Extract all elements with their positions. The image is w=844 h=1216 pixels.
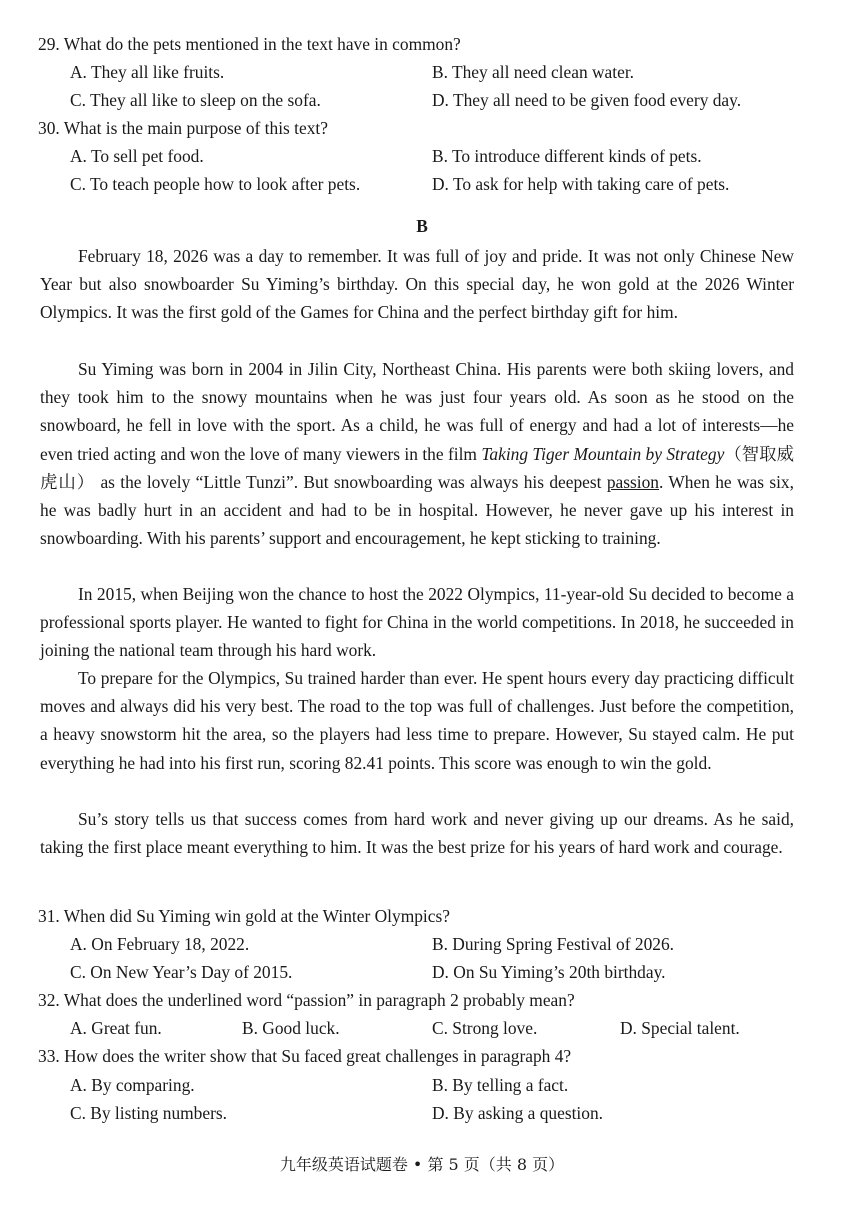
film-title: Taking Tiger Mountain by Strategy bbox=[481, 443, 725, 464]
option-30-b: B. To introduce different kinds of pets. bbox=[432, 146, 702, 166]
question-30: 30. What is the main purpose of this text? bbox=[38, 118, 328, 138]
option-31-b: B. During Spring Festival of 2026. bbox=[432, 934, 675, 954]
underlined-word: passion bbox=[606, 471, 659, 492]
option-29-b: B. They all need clean water. bbox=[432, 62, 635, 82]
option-29-a: A. They all like fruits. bbox=[70, 62, 225, 82]
paragraph-4: To prepare for the Olympics, Su trained harder than ever. He spent hours every day practicing difficult moves and always did his very best. The road to the top was full of challenges. Just before the competition, a heavy snowstorm hit the area, so the players had less time to prepare. However, Su stayed calm. He put everything he had into his first run, scoring 82.41 points. This score was enough to win the gold. bbox=[40, 668, 794, 773]
option-31-a: A. On February 18, 2022. bbox=[70, 934, 250, 954]
question-33: 33. How does the writer show that Su faced great challenges in paragraph 4? bbox=[38, 1046, 572, 1066]
option-32-a: A. Great fun. bbox=[70, 1018, 162, 1038]
paragraph-2: Su Yiming was born in 2004 in Jilin City, Northeast China. His parents were both skiing lovers, and they took him to the snowy mountains when he was just four years old. As soon as he stood on the snowboard, he fell in love with the sport. As a child, he was full of energy and had a lot of interests—he even tried acting and won the love of many viewers in the film Taking Tiger Mountain by Strategy（智取威虎山） as the lovely “Little Tunzi”. But snowboarding was always his deepest passion. When he was six, he was badly hurt in an accident and had to be in hospital. However, he never gave up his interest in snowboarding. With his parents’ support and encouragement, he kept sticking to training. bbox=[40, 359, 794, 549]
paragraph-3: In 2015, when Beijing won the chance to host the 2022 Olympics, 11-year-old Su decided to become a professional sports player. He wanted to fight for China in the world competitions. In 2018, he succeeded in joining the national team through his hard work. bbox=[40, 584, 794, 661]
option-32-b: B. Good luck. bbox=[242, 1018, 340, 1038]
option-31-d: D. On Su Yiming’s 20th birthday. bbox=[432, 962, 666, 982]
question-31: 31. When did Su Yiming win gold at the Winter Olympics? bbox=[38, 906, 450, 926]
option-29-c: C. They all like to sleep on the sofa. bbox=[70, 90, 321, 110]
paragraph-5: Su’s story tells us that success comes from hard work and never giving up our dreams. As he said, taking the first place meant everything to him. It was the best prize for his years of hard work and courage. bbox=[40, 809, 794, 858]
option-29-d: D. They all need to be given food every day. bbox=[432, 90, 742, 110]
option-30-d: D. To ask for help with taking care of pets. bbox=[432, 174, 730, 194]
paragraph-1: February 18, 2026 was a day to remember. It was full of joy and pride. It was not only Chinese New Year but also snowboarder Su Yiming’s birthday. On this special day, he won gold at the 2026 Winter Olympics. It was the first gold of the Games for China and the perfect birthday gift for him. bbox=[40, 246, 794, 323]
question-32: 32. What does the underlined word “passion” in paragraph 2 probably mean? bbox=[38, 990, 575, 1010]
option-32-c: C. Strong love. bbox=[432, 1018, 538, 1038]
section-label: B bbox=[416, 216, 428, 236]
option-33-d: D. By asking a question. bbox=[432, 1103, 603, 1123]
option-33-c: C. By listing numbers. bbox=[70, 1103, 228, 1123]
option-30-c: C. To teach people how to look after pets. bbox=[70, 174, 361, 194]
option-32-d: D. Special talent. bbox=[620, 1018, 740, 1038]
option-30-a: A. To sell pet food. bbox=[70, 146, 204, 166]
option-31-c: C. On New Year’s Day of 2015. bbox=[70, 962, 293, 982]
option-33-a: A. By comparing. bbox=[70, 1075, 195, 1095]
page-footer: 九年级英语试题卷 • 第 5 页（共 8 页） bbox=[279, 1155, 565, 1174]
option-33-b: B. By telling a fact. bbox=[432, 1075, 569, 1095]
question-29: 29. What do the pets mentioned in the text have in common? bbox=[38, 34, 461, 54]
